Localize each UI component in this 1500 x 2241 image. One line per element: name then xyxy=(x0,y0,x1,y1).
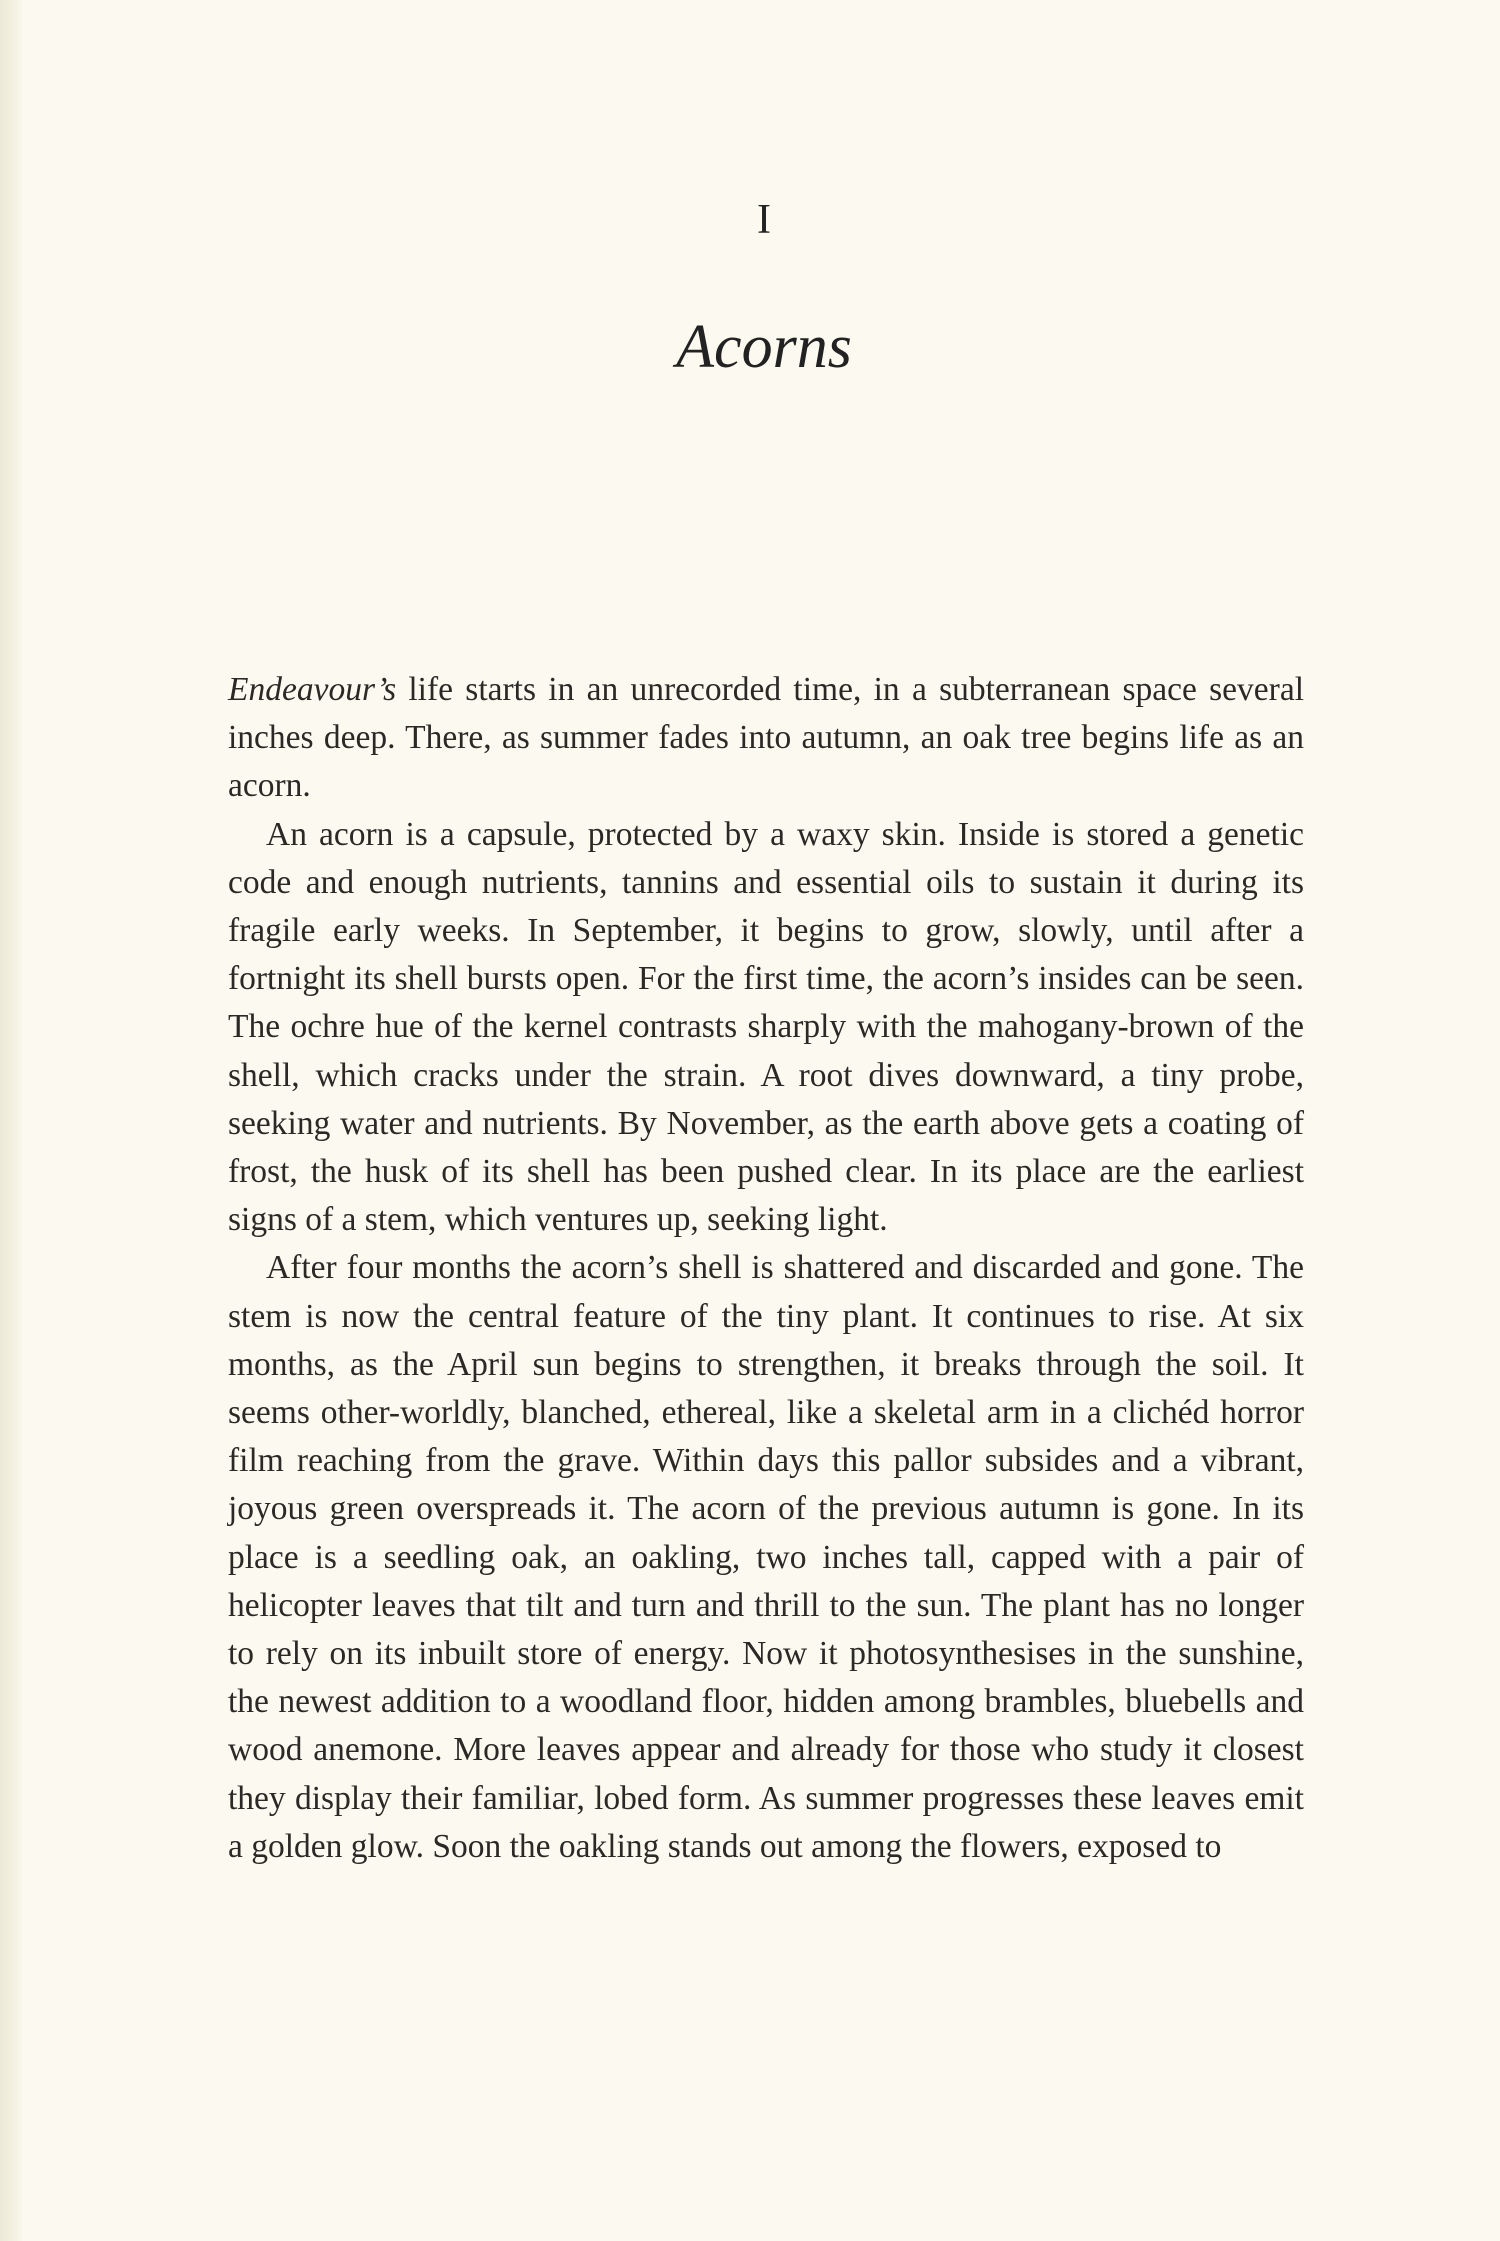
paragraph-2: An acorn is a capsule, protected by a waxy skin. Inside is stored a genetic code and enough nutrients, tannins and essential oils to sustain it during its fragile early weeks. In September, it begins to grow, slowly, until after a fortnight its shell bursts open. For the first time, the acorn’s insides can be seen. The ochre hue of the kernel contrasts sharply with the mahogany-brown of the shell, which cracks under the strain. A root dives downward, a tiny probe, seeking water and nutrients. By November, as the earth above gets a coating of frost, the husk of its shell has been pushed clear. In its place are the earliest signs of a stem, which ventures up, seeking light. xyxy=(228,815,1304,1239)
paragraph-3: After four months the acorn’s shell is shattered and discarded and gone. The stem is now the central feature of the tiny plant. It continues to rise. At six months, as the April sun begins to strengthen, it breaks through the soil. It seems other-worldly, blanched, ethereal, like a skeletal arm in a clichéd horror film reaching from the grave. Within days this pallor subsides and a vibrant, joyous green overspreads it. The acorn of the previous autumn is gone. In its place is a seedling oak, an oakling, two inches tall, capped with a pair of helicopter leaves that tilt and turn and thrill to the sun. The plant has no longer to rely on its inbuilt store of energy. Now it photosynthesises in the sunshine, the newest addition to a woodland floor, hidden among brambles, bluebells and wood anemone. More leaves appear and already for those who study it closest they display their familiar, lobed form. As summer progresses these leaves emit a golden glow. Soon the oakling stands out among the flowers, exposed to xyxy=(228,1249,1304,1865)
paragraph-1 xyxy=(228,666,1304,811)
chapter-title: Acorns xyxy=(676,313,852,381)
paragraph-1-text: life starts in an unrecorded time, in a subterranean space several inches deep. There, as summer fades into autumn, an oak tree begins life as an acorn. xyxy=(228,671,1304,805)
ship-name: Endeavour’s xyxy=(228,671,397,708)
chapter-number: I xyxy=(757,197,771,243)
chapter-body xyxy=(228,666,1304,1871)
